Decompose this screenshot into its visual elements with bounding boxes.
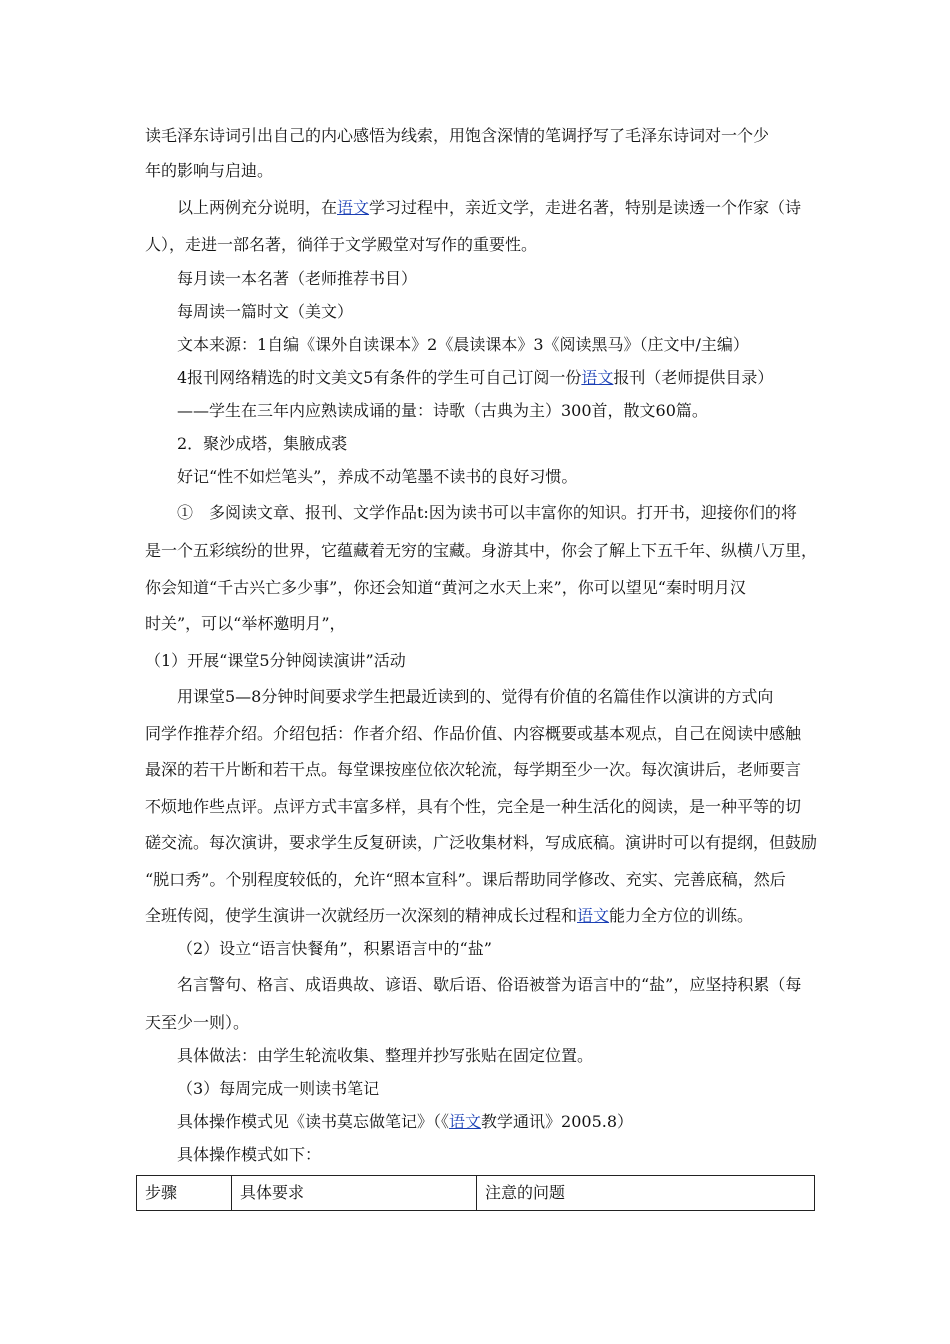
paragraph-line: 具体操作模式如下： bbox=[177, 1145, 322, 1164]
paragraph-line: 以上两例充分说明，在语文学习过程中，亲近文学，走进名著，特别是读透一个作家（诗 bbox=[177, 198, 802, 217]
paragraph-line: 名言警句、格言、成语典故、谚语、歇后语、俗语被誉为语言中的“盐”，应坚持积累（每 bbox=[177, 975, 802, 994]
paragraph-line: 年的影响与启迪。 bbox=[145, 161, 274, 180]
paragraph-line: 磋交流。每次演讲，要求学生反复研读，广泛收集材料，写成底稿。演讲时可以有提纲，但鼓励 bbox=[145, 833, 818, 852]
paragraph-line: 4报刊网络精选的时文美文5有条件的学生可自己订阅一份语文报刊（老师提供目录） bbox=[177, 368, 774, 387]
paragraph-line: 具体做法：由学生轮流收集、整理并抄写张贴在固定位置。 bbox=[177, 1046, 594, 1065]
paragraph-line: 全班传阅，使学生演讲一次就经历一次深刻的精神成长过程和语文能力全方位的训练。 bbox=[145, 906, 754, 925]
paragraph-line: 读毛泽东诗词引出自己的内心感悟为线索，用饱含深情的笔调抒写了毛泽东诗词对一个少 bbox=[145, 126, 770, 145]
paragraph-line: ① 多阅读文章、报刊、文学作品t:因为读书可以丰富你的知识。打开书，迎接你们的将 bbox=[177, 503, 797, 522]
paragraph-line: 文本来源：1自编《课外自读课本》2《晨读课本》3《阅读黑马》（庄文中/主编） bbox=[177, 335, 749, 354]
paragraph-line: 不烦地作些点评。点评方式丰富多样，具有个性，完全是一种生活化的阅读，是一种平等的切 bbox=[145, 797, 802, 816]
paragraph-line: 同学作推荐介绍。介绍包括：作者介绍、作品价值、内容概要或基本观点，自己在阅读中感触 bbox=[145, 724, 802, 743]
paragraph-line: 每周读一篇时文（美文） bbox=[177, 302, 354, 321]
steps-table bbox=[136, 1175, 815, 1211]
paragraph-line: 你会知道“千古兴亡多少事”，你还会知道“黄河之水天上来”，你可以望见“秦时明月汉 bbox=[145, 578, 746, 597]
section-heading: 2．聚沙成塔，集腋成裘 bbox=[177, 434, 348, 453]
paragraph-line: “脱口秀”。个别程度较低的，允许“照本宣科”。课后帮助同学修改、充实、完善底稿，然后 bbox=[145, 870, 786, 889]
subsection-heading: （2）设立“语言快餐角”，积累语言中的“盐” bbox=[177, 939, 492, 958]
paragraph-line: 用课堂5—8分钟时间要求学生把最近读到的、觉得有价值的名篇佳作以演讲的方式向 bbox=[177, 687, 774, 706]
paragraph-line: 天至少一则）。 bbox=[145, 1013, 250, 1032]
subsection-heading: （1）开展“课堂5分钟阅读演讲”活动 bbox=[145, 651, 406, 670]
subsection-heading: （3）每周完成一则读书笔记 bbox=[177, 1079, 380, 1098]
table-header-cell: 步骤 bbox=[137, 1176, 232, 1211]
yuwen-link[interactable]: 语文 bbox=[581, 368, 614, 387]
paragraph-line: 具体操作模式见《读书莫忘做笔记》（《语文教学通讯》2005.8） bbox=[177, 1112, 634, 1131]
table-header-cell: 具体要求 bbox=[232, 1176, 477, 1211]
paragraph-line: 时关”，可以“举杯邀明月”， bbox=[145, 614, 346, 633]
paragraph-line: ——学生在三年内应熟读成诵的量：诗歌（古典为主）300首，散文60篇。 bbox=[177, 401, 708, 420]
paragraph-line: 人），走进一部名著，徜徉于文学殿堂对写作的重要性。 bbox=[145, 235, 538, 254]
table-header-cell: 注意的问题 bbox=[477, 1176, 815, 1211]
yuwen-link[interactable]: 语文 bbox=[337, 198, 370, 217]
yuwen-link[interactable]: 语文 bbox=[577, 906, 610, 925]
paragraph-line: 是一个五彩缤纷的世界，它蕴藏着无穷的宝藏。身游其中，你会了解上下五千年、纵横八万里， bbox=[145, 541, 818, 560]
table-header-row bbox=[137, 1176, 815, 1211]
yuwen-link[interactable]: 语文 bbox=[449, 1112, 482, 1131]
paragraph-line: 最深的若干片断和若干点。每堂课按座位依次轮流，每学期至少一次。每次演讲后，老师要言 bbox=[145, 760, 802, 779]
paragraph-line: 每月读一本名著（老师推荐书目） bbox=[177, 269, 418, 288]
paragraph-line: 好记“性不如烂笔头”，养成不动笔墨不读书的良好习惯。 bbox=[177, 467, 578, 486]
